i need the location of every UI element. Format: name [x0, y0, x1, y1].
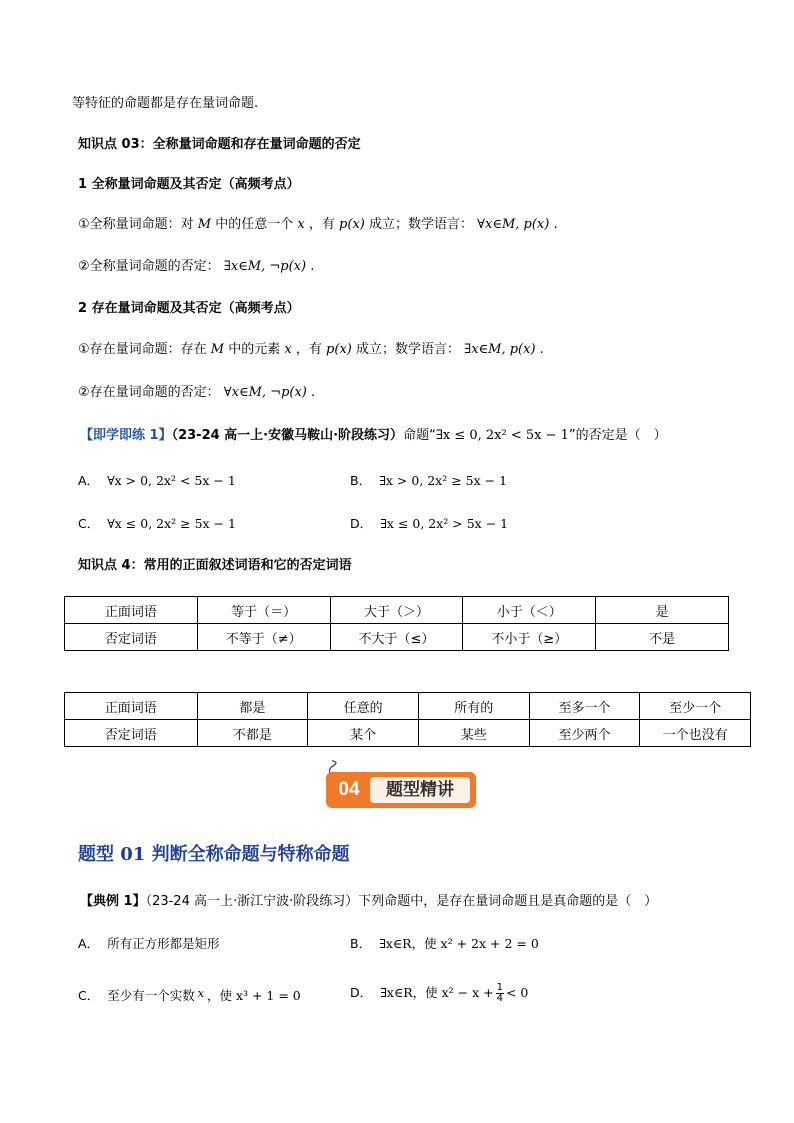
- text: 成立；数学语言：: [368, 217, 473, 232]
- section-banner: [326, 768, 476, 808]
- example1-option-d[interactable]: [350, 978, 528, 1008]
- text: ①存在量词命题：存在: [78, 342, 207, 357]
- table-cell: 不等于（≠）: [197, 624, 330, 651]
- kp4-title: 知识点 4：常用的正面叙述词语和它的否定词语: [78, 558, 352, 573]
- practice-math: ∃x ≤ 0, 2x² < 5x − 1: [435, 428, 569, 443]
- banner-number: 04: [338, 779, 360, 800]
- text: ②存在量词命题的否定：: [78, 385, 220, 400]
- table-cell: 任意的: [308, 693, 419, 720]
- math-p: p(x): [339, 217, 365, 232]
- example1-stem: [80, 893, 657, 911]
- text: .: [310, 259, 315, 274]
- option-label: D．: [350, 516, 373, 531]
- practice-tag: 【即学即练 1】: [80, 428, 172, 443]
- table-cell: 一个也没有: [640, 720, 751, 747]
- text: .: [311, 385, 316, 400]
- option-label: A．: [78, 473, 100, 488]
- table-cell: 至多一个: [529, 693, 640, 720]
- math-exists: ∃x∈M, p(x): [464, 342, 536, 357]
- practice1-stem: [80, 427, 667, 445]
- math-forall: ∀x∈M, p(x): [477, 217, 550, 232]
- kp3-sub1-line2: [78, 258, 314, 276]
- table-cell: 不都是: [197, 720, 308, 747]
- table-cell: 不是: [596, 624, 729, 651]
- text: ①全称量词命题：对: [78, 217, 194, 232]
- text: .: [539, 342, 544, 357]
- table-cell: 至少两个: [529, 720, 640, 747]
- math-M: M: [210, 342, 225, 357]
- table-row: [65, 693, 751, 720]
- table-cell: 是: [596, 597, 729, 624]
- option-label: B．: [350, 473, 372, 488]
- option-text: 至少有一个实数: [107, 988, 195, 1003]
- practice1-option-d[interactable]: [350, 515, 508, 533]
- table-cell: 等于（＝）: [197, 597, 330, 624]
- table-cell: 都是: [197, 693, 308, 720]
- math-x: x: [284, 342, 292, 357]
- example1-option-c[interactable]: [78, 985, 301, 1005]
- option-text: ∃x∈R，使 x² − x +: [380, 985, 494, 1000]
- section-title: 题型 01 判断全称命题与特称命题: [78, 844, 350, 865]
- intro-line: 等特征的命题都是存在量词命题.: [72, 96, 259, 111]
- text: 成立；数学语言：: [355, 342, 460, 357]
- table-cell: 至少一个: [640, 693, 751, 720]
- text: 命题“: [403, 428, 436, 443]
- kp3-sub2-heading: 2 存在量词命题及其否定（高频考点）: [78, 301, 300, 316]
- text: ，有: [295, 342, 322, 357]
- kp3-sub1-heading: 1 全称量词命题及其否定（高频考点）: [78, 177, 300, 192]
- table-cell: 否定词语: [65, 720, 198, 747]
- option-label: A．: [78, 936, 100, 951]
- option-text: ∃x > 0, 2x² ≥ 5x − 1: [379, 473, 508, 488]
- option-text: ∃x ≤ 0, 2x² > 5x − 1: [380, 516, 509, 531]
- text: 中的任意一个: [215, 217, 294, 232]
- math-p: p(x): [326, 342, 352, 357]
- option-label: C．: [78, 988, 100, 1003]
- table-cell: 某个: [308, 720, 419, 747]
- option-text: ∃x∈R，使 x² + 2x + 2 = 0: [379, 936, 539, 951]
- math-M: M: [197, 217, 212, 232]
- math-forall-not: ∀x∈M, ¬p(x): [223, 385, 307, 400]
- table-cell: 正面词语: [65, 693, 198, 720]
- banner-label: 题型精讲: [370, 777, 470, 803]
- table-row: [65, 597, 729, 624]
- option-text: ∀x ≤ 0, 2x² ≥ 5x − 1: [107, 516, 236, 531]
- text: ，有: [308, 217, 335, 232]
- keyword-table-1: [64, 596, 729, 651]
- option-label: D．: [350, 985, 373, 1000]
- math-x: x: [297, 217, 305, 232]
- table-cell: 小于（＜）: [463, 597, 596, 624]
- text: ”的否定是（ ）: [568, 428, 667, 443]
- practice1-option-a[interactable]: [78, 472, 236, 490]
- example-tag: 【典例 1】: [80, 894, 146, 909]
- text: 中的元素: [228, 342, 281, 357]
- text: ②全称量词命题的否定：: [78, 259, 220, 274]
- table-cell: 正面词语: [65, 597, 198, 624]
- option-label: C．: [78, 516, 100, 531]
- math-x: x: [197, 987, 204, 1000]
- example-source: （23-24 高一上·浙江宁波·阶段练习）: [145, 894, 359, 909]
- fraction-numerator: 1: [496, 982, 503, 993]
- fraction-denominator: 4: [496, 993, 503, 1004]
- practice1-option-b[interactable]: [350, 472, 507, 490]
- option-label: B．: [350, 936, 372, 951]
- example1-option-b[interactable]: [350, 935, 539, 953]
- option-text: < 0: [505, 985, 529, 1000]
- kp3-sub2-line1: [78, 341, 544, 359]
- table-row: [65, 624, 729, 651]
- option-text: ∀x > 0, 2x² < 5x − 1: [107, 473, 236, 488]
- example1-option-a[interactable]: [78, 935, 220, 953]
- table-cell: 大于（＞）: [330, 597, 463, 624]
- example-stem-text: 下列命题中，是存在量词命题且是真命题的是（ ）: [358, 894, 658, 909]
- kp3-title: 知识点 03：全称量词命题和存在量词命题的否定: [78, 137, 361, 152]
- option-text: ，使 x³ + 1 = 0: [206, 988, 301, 1003]
- practice1-option-c[interactable]: [78, 515, 236, 533]
- table-cell: 不小于（≥）: [463, 624, 596, 651]
- kp3-sub1-line1: [78, 216, 558, 234]
- practice-source: （23-24 高一上·安徽马鞍山·阶段练习）: [171, 428, 404, 443]
- text: .: [553, 217, 558, 232]
- table-cell: 某些: [418, 720, 529, 747]
- keyword-table-2: [64, 692, 751, 747]
- option-text: 所有正方形都是矩形: [107, 936, 220, 951]
- math-exists-not: ∃x∈M, ¬p(x): [223, 259, 307, 274]
- table-cell: 否定词语: [65, 624, 198, 651]
- table-cell: 所有的: [418, 693, 529, 720]
- kp3-sub2-line2: [78, 384, 315, 402]
- table-cell: 不大于（≤）: [330, 624, 463, 651]
- fraction: [496, 983, 504, 1004]
- table-row: [65, 720, 751, 747]
